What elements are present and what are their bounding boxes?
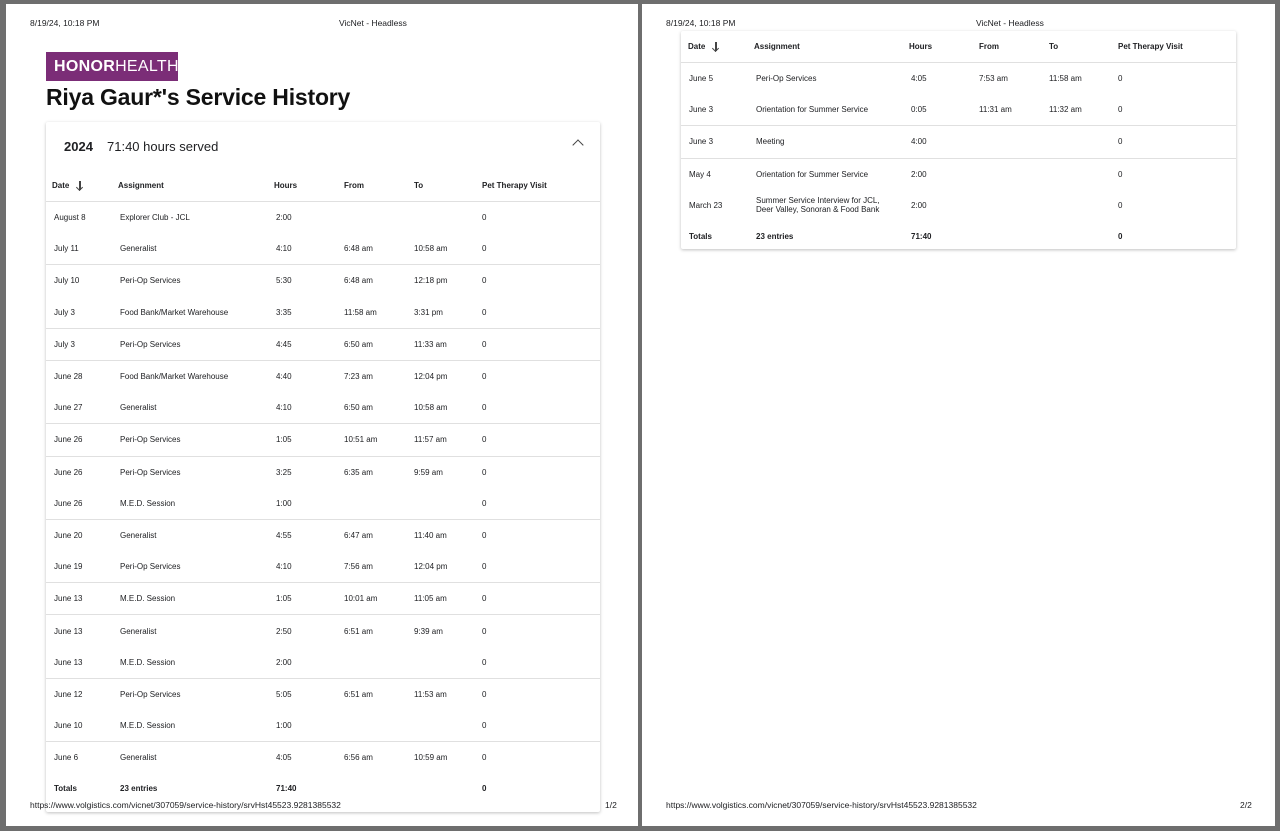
cell-from: 11:58 am (344, 307, 377, 317)
cell-date: August 8 (54, 213, 86, 223)
cell-date: June 20 (46, 519, 118, 551)
cell-date: June 13 (46, 615, 118, 647)
totals-entries: 23 entries (120, 784, 158, 794)
print-title: VicNet - Headless (339, 18, 407, 28)
totals-row (681, 221, 1236, 249)
cell-hours: 1:05 (274, 424, 344, 456)
cell-hours: 1:00 (276, 498, 292, 508)
print-datetime: 8/19/24, 10:18 PM (30, 18, 100, 28)
cell-from: 6:51 am (344, 678, 414, 710)
year-group-card (46, 122, 600, 812)
cell-pet: 0 (482, 360, 600, 392)
cell-to: 9:59 am (414, 456, 482, 488)
totals-from (344, 773, 414, 804)
column-header-pet-therapy-visit[interactable]: Pet Therapy Visit (1118, 31, 1236, 63)
cell-assignment: Summer Service Interview for JCL, Deer Valley, Sonoran & Food Bank (756, 196, 880, 215)
cell-hours: 4:05 (274, 742, 344, 774)
cell-hours: 2:50 (274, 615, 344, 647)
cell-assignment: Peri-Op Services (118, 678, 274, 710)
cell-date: June 12 (46, 678, 118, 710)
print-page-2 (642, 4, 1275, 826)
cell-to (414, 488, 482, 520)
cell-hours: 4:05 (911, 74, 927, 84)
cell-date: June 13 (54, 657, 83, 667)
cell-assignment: Food Bank/Market Warehouse (120, 307, 229, 317)
totals-to (1049, 221, 1118, 249)
totals-pet: 0 (482, 784, 487, 794)
column-header-hours[interactable]: Hours (909, 31, 979, 63)
cell-pet: 0 (482, 498, 487, 508)
cell-to: 9:39 am (414, 615, 482, 647)
cell-to: 11:57 am (414, 424, 482, 456)
totals-from (979, 221, 1049, 249)
cell-from: 6:50 am (344, 328, 414, 360)
cell-assignment: M.E.D. Session (118, 583, 274, 615)
cell-to: 11:33 am (414, 328, 482, 360)
column-header-date[interactable] (46, 170, 118, 202)
cell-to (1049, 126, 1118, 158)
cell-from: 7:56 am (344, 562, 373, 572)
cell-hours: 1:05 (274, 583, 344, 615)
cell-date: July 3 (54, 307, 75, 317)
cell-pet: 0 (1118, 105, 1123, 115)
cell-hours: 5:30 (274, 265, 344, 297)
cell-to (414, 202, 482, 234)
service-history-table-continued (681, 31, 1236, 249)
cell-date: June 3 (689, 105, 714, 115)
table-body-page-1 (46, 202, 600, 805)
column-header-date[interactable] (681, 31, 754, 63)
cell-pet: 0 (482, 678, 600, 710)
table-row (46, 202, 600, 234)
cell-date: June 26 (54, 498, 83, 508)
cell-pet: 0 (482, 583, 600, 615)
cell-date: July 10 (46, 265, 118, 297)
cell-assignment: Food Bank/Market Warehouse (118, 360, 274, 392)
cell-pet: 0 (482, 721, 487, 731)
cell-from (979, 126, 1049, 158)
cell-date: June 13 (46, 583, 118, 615)
table-row (46, 583, 600, 615)
cell-hours: 0:05 (911, 105, 927, 115)
cell-date: July 3 (46, 328, 118, 360)
cell-date: June 26 (46, 424, 118, 456)
cell-from: 6:35 am (344, 456, 414, 488)
cell-date: June 3 (681, 126, 754, 158)
cell-from: 11:31 am (979, 105, 1012, 115)
cell-pet: 0 (1118, 200, 1123, 210)
cell-hours: 3:25 (274, 456, 344, 488)
cell-date: June 6 (46, 742, 118, 774)
table-row (46, 233, 600, 265)
column-header-from[interactable]: From (344, 170, 414, 202)
print-datetime: 8/19/24, 10:18 PM (666, 18, 736, 28)
totals-hours: 71:40 (276, 784, 297, 794)
cell-assignment: Peri-Op Services (756, 74, 817, 84)
cell-assignment: Meeting (754, 126, 909, 158)
cell-from (344, 202, 414, 234)
print-page-number: 1/2 (605, 800, 617, 810)
cell-pet: 0 (482, 424, 600, 456)
logo-text-bold: HONOR (54, 58, 116, 75)
print-url: https://www.volgistics.com/vicnet/307059/service-history/srvHst45523.9281385532 (666, 800, 977, 810)
cell-assignment: Explorer Club - JCL (120, 213, 190, 223)
cell-to: 10:59 am (414, 742, 482, 774)
cell-assignment: Generalist (118, 615, 274, 647)
cell-hours: 4:10 (276, 562, 292, 572)
sort-arrow-down-icon[interactable] (76, 181, 84, 191)
cell-from: 10:01 am (344, 583, 414, 615)
year-group-card-continued (681, 31, 1236, 249)
column-header-hours[interactable]: Hours (274, 170, 344, 202)
table-row (46, 360, 600, 392)
table-row (46, 328, 600, 360)
print-page-number: 2/2 (1240, 800, 1252, 810)
cell-pet: 0 (1118, 74, 1123, 84)
print-url: https://www.volgistics.com/vicnet/307059/service-history/srvHst45523.9281385532 (30, 800, 341, 810)
honorhealth-logo (46, 52, 188, 81)
column-label-date: Date (688, 41, 706, 51)
column-header-from[interactable]: From (979, 31, 1049, 63)
cell-assignment: Generalist (118, 519, 274, 551)
table-header-row (681, 31, 1236, 63)
table-row (46, 519, 600, 551)
cell-to (1049, 158, 1118, 190)
cell-assignment: Peri-Op Services (118, 328, 274, 360)
cell-hours: 2:00 (911, 200, 927, 210)
cell-from: 7:53 am (979, 74, 1008, 84)
table-row (681, 126, 1236, 158)
table-row (46, 265, 600, 297)
cell-from (979, 190, 1049, 221)
table-body-page-2 (681, 63, 1236, 250)
chevron-up-icon[interactable] (572, 139, 583, 150)
cell-to: 11:05 am (414, 583, 482, 615)
totals-entries: 23 entries (756, 232, 794, 242)
column-header-pet-therapy-visit[interactable]: Pet Therapy Visit (482, 170, 600, 202)
cell-to: 10:58 am (414, 244, 448, 254)
cell-assignment: Peri-Op Services (118, 265, 274, 297)
table-row (46, 710, 600, 742)
cell-assignment: Orientation for Summer Service (756, 105, 869, 115)
table-row (46, 551, 600, 583)
cell-pet: 0 (482, 328, 600, 360)
cell-hours: 2:00 (909, 158, 979, 190)
cell-from: 6:56 am (344, 742, 414, 774)
cell-hours: 2:00 (276, 657, 292, 667)
cell-hours: 4:10 (276, 403, 292, 413)
totals-to (414, 773, 482, 804)
cell-date: June 19 (54, 562, 83, 572)
cell-pet: 0 (482, 403, 487, 413)
cell-from (344, 488, 414, 520)
cell-pet: 0 (482, 742, 600, 774)
cell-hours: 4:40 (274, 360, 344, 392)
cell-hours: 2:00 (276, 213, 292, 223)
cell-assignment: M.E.D. Session (120, 657, 176, 667)
table-row (46, 742, 600, 774)
table-header-row (46, 170, 600, 202)
cell-date: May 4 (681, 158, 754, 190)
cell-assignment: M.E.D. Session (120, 721, 176, 731)
cell-pet: 0 (482, 307, 487, 317)
table-row (46, 392, 600, 424)
table-row (681, 63, 1236, 95)
table-row (46, 678, 600, 710)
cell-to: 12:04 pm (414, 562, 448, 572)
cell-pet: 0 (482, 456, 600, 488)
page-title: Riya Gaur*'s Service History (46, 84, 351, 110)
totals-hours: 71:40 (911, 232, 932, 242)
cell-hours: 3:35 (276, 307, 292, 317)
cell-date: July 11 (54, 244, 79, 254)
print-page-1 (6, 4, 638, 826)
cell-hours: 4:55 (274, 519, 344, 551)
cell-assignment: M.E.D. Session (120, 498, 176, 508)
cell-to: 11:53 am (414, 678, 482, 710)
cell-from (344, 647, 414, 679)
table-row (46, 297, 600, 329)
cell-pet: 0 (482, 562, 487, 572)
cell-from (344, 710, 414, 742)
cell-hours: 4:00 (909, 126, 979, 158)
hours-served-label: 71:40 hours served (107, 139, 219, 154)
cell-to: 3:31 pm (414, 307, 443, 317)
cell-hours: 1:00 (276, 721, 292, 731)
cell-date: June 27 (54, 403, 83, 413)
cell-assignment: Peri-Op Services (118, 424, 274, 456)
cell-date: June 28 (46, 360, 118, 392)
cell-assignment: Generalist (120, 244, 157, 254)
cell-from: 6:48 am (344, 244, 373, 254)
cell-from: 6:50 am (344, 403, 373, 413)
cell-from: 6:47 am (344, 519, 414, 551)
cell-to (414, 647, 482, 679)
cell-pet: 0 (1118, 158, 1236, 190)
table-row (681, 158, 1236, 190)
table-row (46, 647, 600, 679)
cell-to: 12:18 pm (414, 265, 482, 297)
cell-assignment: Peri-Op Services (118, 456, 274, 488)
cell-assignment: Peri-Op Services (120, 562, 181, 572)
cell-to: 10:58 am (414, 403, 448, 413)
cell-pet: 0 (482, 657, 487, 667)
service-history-table (46, 170, 600, 805)
sort-arrow-down-icon[interactable] (712, 42, 720, 52)
totals-label: Totals (689, 232, 712, 242)
cell-to (414, 710, 482, 742)
table-row (46, 456, 600, 488)
cell-pet: 0 (482, 615, 600, 647)
cell-pet: 0 (482, 213, 487, 223)
cell-hours: 4:45 (274, 328, 344, 360)
cell-pet: 0 (1118, 126, 1236, 158)
column-header-assignment[interactable]: Assignment (118, 170, 274, 202)
cell-to: 11:40 am (414, 519, 482, 551)
year-group-header[interactable] (46, 122, 600, 170)
table-row (681, 190, 1236, 221)
cell-hours: 5:05 (274, 678, 344, 710)
cell-to: 12:04 pm (414, 360, 482, 392)
year-label: 2024 (64, 139, 93, 154)
cell-from: 10:51 am (344, 424, 414, 456)
table-row (46, 615, 600, 647)
cell-from: 7:23 am (344, 360, 414, 392)
table-row (681, 94, 1236, 126)
cell-to: 11:58 am (1049, 74, 1082, 84)
print-title: VicNet - Headless (976, 18, 1044, 28)
cell-date: March 23 (689, 200, 723, 210)
column-header-to[interactable]: To (414, 170, 482, 202)
cell-date: June 5 (689, 74, 714, 84)
table-row (46, 488, 600, 520)
cell-to (1049, 190, 1118, 221)
cell-date: June 10 (54, 721, 83, 731)
logo-trademark: TM (179, 63, 188, 69)
cell-assignment: Generalist (118, 742, 274, 774)
logo-text-light: HEALTH (115, 58, 179, 75)
table-row (46, 424, 600, 456)
totals-pet: 0 (1118, 232, 1123, 242)
totals-label: Totals (54, 784, 77, 794)
cell-to: 11:32 am (1049, 105, 1082, 115)
cell-pet: 0 (482, 265, 600, 297)
column-header-assignment[interactable]: Assignment (754, 31, 909, 63)
cell-from: 6:51 am (344, 615, 414, 647)
cell-hours: 4:10 (276, 244, 292, 254)
cell-date: June 26 (46, 456, 118, 488)
cell-from: 6:48 am (344, 265, 414, 297)
cell-assignment: Generalist (120, 403, 157, 413)
cell-assignment: Orientation for Summer Service (754, 158, 909, 190)
cell-from (979, 158, 1049, 190)
column-label-date: Date (52, 180, 70, 190)
column-header-to[interactable]: To (1049, 31, 1118, 63)
cell-pet: 0 (482, 519, 600, 551)
cell-pet: 0 (482, 244, 487, 254)
